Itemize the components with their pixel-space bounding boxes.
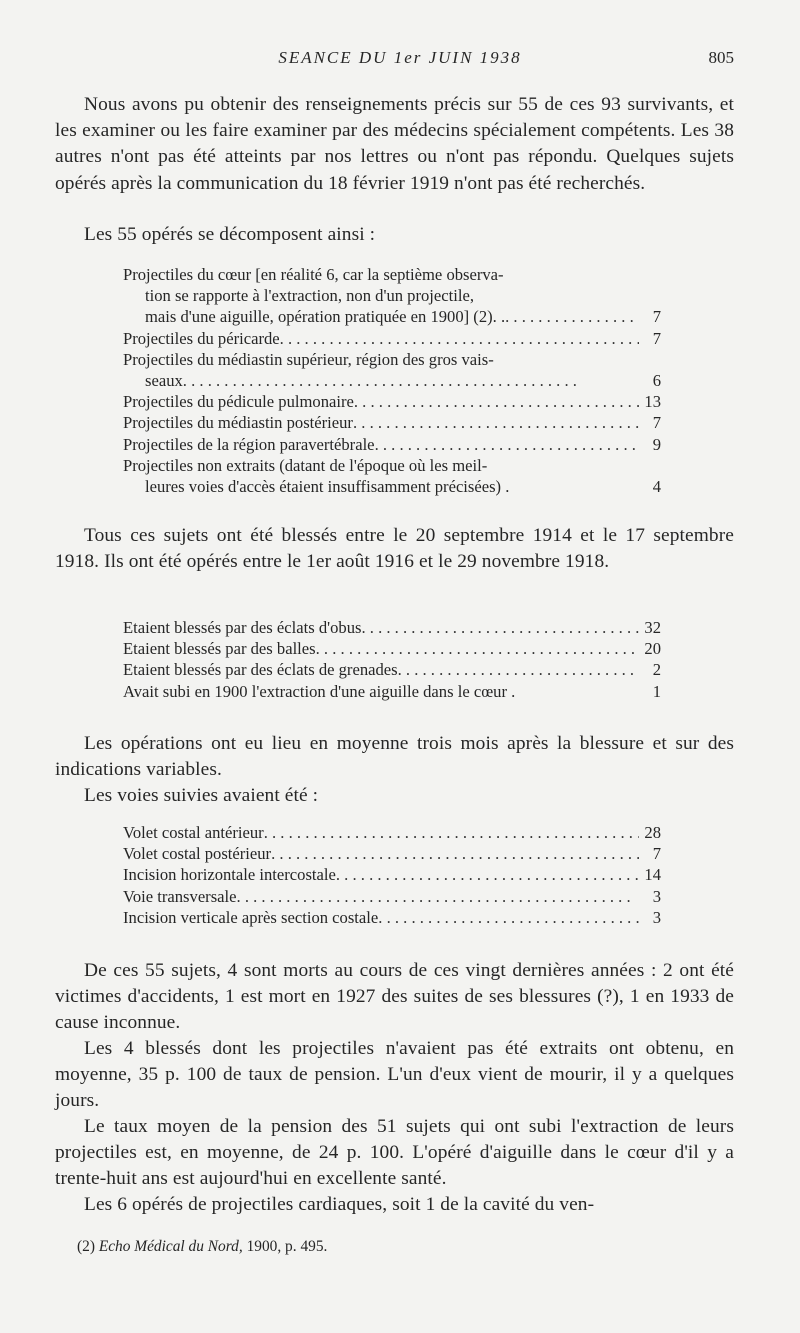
list-item bbox=[123, 328, 661, 349]
list-item-label: Etaient blessés par des éclats de grenades bbox=[123, 660, 398, 680]
list-item bbox=[123, 886, 661, 907]
list-item-value: 13 bbox=[644, 392, 661, 412]
list-item-label: Projectiles du médiastin supérieur, région des gros vais- bbox=[123, 349, 494, 369]
paragraph-survivors: Nous avons pu obtenir des renseignements précis sur 55 de ces 93 survivants, et les examiner ou les faire examiner par des médecins spécialement compétents. Les 38 autres n'ont pas été atteints par nos lettres ou n'ont pas répondu. Quelques sujets opérés après la communication du 18 février 1919 n'ont pas été recherchés. bbox=[55, 94, 734, 194]
list-item-label: Projectiles du péricarde bbox=[123, 328, 280, 348]
wounds-list bbox=[123, 617, 661, 702]
list-item bbox=[123, 617, 661, 638]
list-item-label: Incision horizontale intercostale bbox=[123, 865, 336, 885]
list-item-value: 7 bbox=[652, 328, 661, 348]
footnote-details: 1900, p. 495. bbox=[246, 1238, 328, 1255]
list-item-label: Incision verticale après section costale bbox=[123, 907, 379, 927]
paragraph-deaths: De ces 55 sujets, 4 sont morts au cours de ces vingt dernières années : 2 ont été victimes d'accidents, 1 est mort en 1927 des suites de ses blessures (?), 1 en 1933 de cause inconnue. bbox=[55, 960, 734, 1034]
list-item-label: Projectiles de la région paravertébrale bbox=[123, 434, 375, 454]
list-item bbox=[123, 264, 661, 328]
page-header bbox=[0, 46, 800, 72]
approaches-list bbox=[123, 822, 661, 928]
list-item-value: 7 bbox=[652, 413, 661, 433]
list-item-label: Projectiles du cœur [en réalité 6, car la septième observa- bbox=[123, 265, 504, 284]
list-item bbox=[123, 455, 661, 497]
list-item-label: leures voies d'accès étaient insuffisamment précisées) . bbox=[145, 477, 510, 497]
list-item-label: Projectiles non extraits (datant de l'époque où les meil- bbox=[123, 455, 488, 475]
list-item-label: Avait subi en 1900 l'extraction d'une aiguille dans le cœur . bbox=[123, 681, 516, 701]
projectiles-list bbox=[123, 264, 661, 497]
list-item-label: Etaient blessés par des éclats d'obus bbox=[123, 618, 362, 637]
list-item-value: 1 bbox=[652, 681, 661, 701]
list-item bbox=[123, 907, 661, 928]
list-item bbox=[123, 434, 661, 455]
list-item-value: 6 bbox=[652, 371, 661, 391]
page-number: 805 bbox=[708, 48, 734, 67]
list-item-label: seaux bbox=[145, 371, 183, 391]
paragraph-breakdown-intro: Les 55 opérés se décomposent ainsi : bbox=[84, 224, 376, 245]
footnote bbox=[77, 1238, 327, 1256]
list-item bbox=[123, 659, 661, 680]
list-item-label: Projectiles du pédicule pulmonaire bbox=[123, 392, 354, 412]
list-item-label: Volet costal postérieur bbox=[123, 844, 272, 864]
list-item-label: mais d'une aiguille, opération pratiquée en 1900] (2). . bbox=[145, 307, 506, 327]
list-item bbox=[123, 681, 661, 702]
footnote-source: Echo Médical du Nord, bbox=[98, 1238, 243, 1255]
paragraph-cardiac: Les 6 opérés de projectiles cardiaques, soit 1 de la cavité du ven- bbox=[84, 1194, 595, 1215]
running-title: SEANCE DU 1er JUIN 1938 bbox=[278, 48, 522, 67]
list-item-label: Voie transversale bbox=[123, 886, 237, 906]
list-item bbox=[123, 391, 661, 412]
list-item-value: 3 bbox=[652, 886, 661, 906]
paragraph-pension-average: Le taux moyen de la pension des 51 sujets qui ont subi l'extraction de leurs projectiles est, en moyenne, de 24 p. 100. L'opéré d'aiguille dans le cœur d'il y a trente-huit ans est aujourd'hui en excellente santé. bbox=[55, 1116, 734, 1190]
paragraph-approaches-intro: Les voies suivies avaient été : bbox=[84, 785, 319, 806]
list-item bbox=[123, 412, 661, 433]
list-item-label: Volet costal antérieur bbox=[123, 823, 264, 842]
list-item bbox=[123, 864, 661, 885]
list-item-value: 32 bbox=[644, 618, 661, 637]
list-item bbox=[123, 822, 661, 843]
list-item bbox=[123, 349, 661, 391]
list-item-value: 20 bbox=[644, 639, 661, 659]
list-item-label: Etaient blessés par des balles bbox=[123, 639, 316, 659]
paragraph-operations: Les opérations ont eu lieu en moyenne trois mois après la blessure et sur des indications variables. bbox=[55, 733, 734, 781]
list-item-value: 14 bbox=[644, 865, 661, 885]
list-item-label: tion se rapporte à l'extraction, non d'un projectile, bbox=[145, 286, 474, 306]
list-item-value: 7 bbox=[652, 844, 661, 864]
list-item-value: 7 bbox=[652, 307, 661, 327]
list-item-value: 4 bbox=[652, 477, 661, 497]
list-item-label: Projectiles du médiastin postérieur bbox=[123, 413, 353, 433]
list-item-value: 9 bbox=[652, 434, 661, 454]
list-item bbox=[123, 638, 661, 659]
paragraph-dates: Tous ces sujets ont été blessés entre le 20 septembre 1914 et le 17 septembre 1918. Ils ont été opérés entre le 1er août 1916 et le 29 novembre 1918. bbox=[55, 525, 734, 573]
footnote-marker: (2) bbox=[77, 1238, 95, 1255]
list-item-value: 3 bbox=[652, 907, 661, 927]
list-item-value: 28 bbox=[644, 823, 661, 842]
list-item-value: 2 bbox=[652, 660, 661, 680]
list-item bbox=[123, 843, 661, 864]
paragraph-pension-unextracted: Les 4 blessés dont les projectiles n'avaient pas été extraits ont obtenu, en moyenne, 35 p. 100 de taux de pension. L'un d'eux vient de mourir, il y a quelques jours. bbox=[55, 1038, 734, 1112]
